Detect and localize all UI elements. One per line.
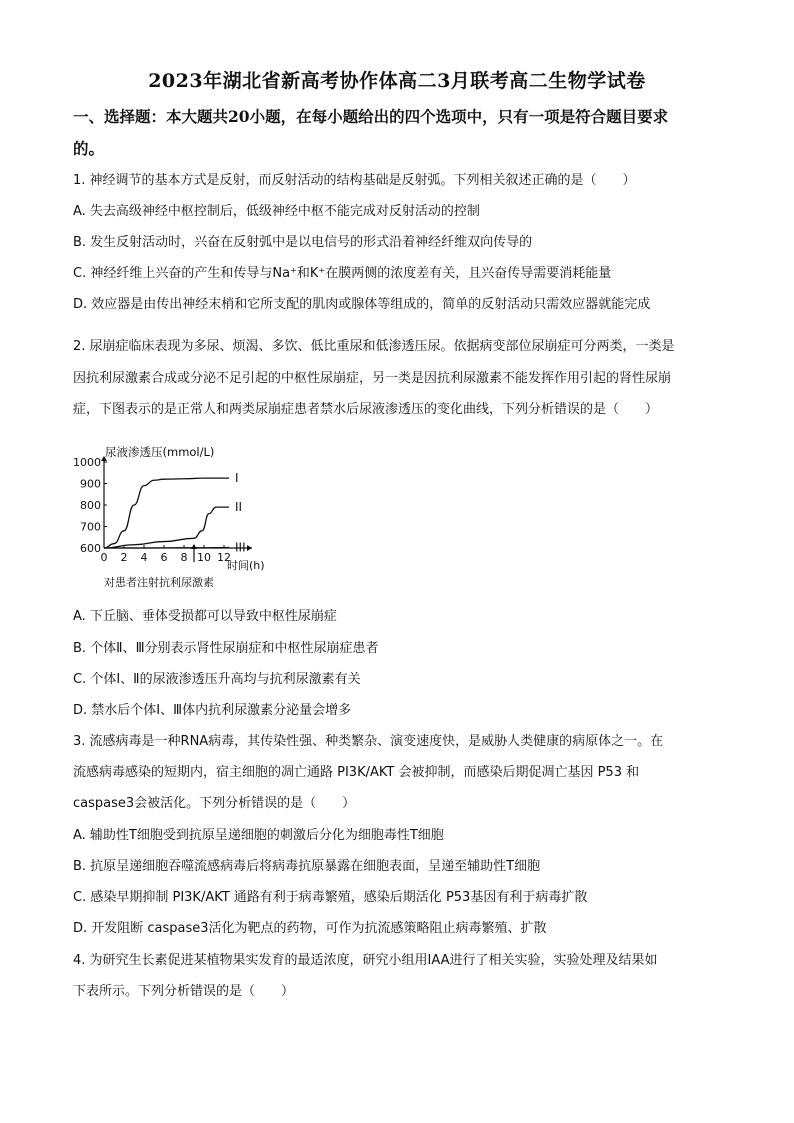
y-tick-label: 800 [80, 499, 101, 512]
q3-option-d: D. 开发阻断 caspase3活化为靶点的药物，可作为抗流感策略阻止病毒繁殖、扩散 [73, 921, 547, 936]
q2-stem-line1: 2. 尿崩症临床表现为多尿、烦渴、多饮、低比重尿和低渗透压尿。依据病变部位尿崩症可分两类，一类是 [73, 339, 675, 354]
q2-stem-line3: 症，下图表示的是正常人和两类尿崩症患者禁水后尿液渗透压的变化曲线，下列分析错误的是（ ） [73, 402, 659, 417]
section-heading-line2: 的。 [73, 139, 105, 158]
q1-option-b: B. 发生反射活动时，兴奋在反射弧中是以电信号的形式沿着神经纤维双向传导的 [73, 235, 533, 250]
q2-option-d: D. 禁水后个体Ⅰ、Ⅲ体内抗利尿激素分泌量会增多 [73, 703, 352, 718]
q3-option-c: C. 感染早期抑制 PI3K/AKT 通路有利于病毒繁殖，感染后期活化 P53基因有利于病毒扩散 [73, 890, 588, 905]
series-line-II [104, 507, 229, 548]
y-tick-label: 1000 [73, 456, 101, 469]
q1-option-d: D. 效应器是由传出神经末梢和它所支配的肌肉或腺体等组成的，简单的反射活动只需效应器就能完成 [73, 297, 651, 312]
q3-stem-line1: 3. 流感病毒是一种RNA病毒，其传染性强、种类繁杂、演变速度快，是威胁人类健康的病原体之一。在 [73, 734, 664, 749]
x-tick-label: 8 [180, 551, 188, 564]
chart-caption: 对患者注射抗利尿激素 [104, 576, 214, 589]
q3-stem-line3: caspase3会被活化。下列分析错误的是（ ） [73, 796, 356, 811]
q4-stem-line1: 4. 为研究生长素促进某植物果实发育的最适浓度，研究小组用IAA进行了相关实验，实验处理及结果如 [73, 953, 658, 968]
x-tick-label: 12 [217, 551, 231, 564]
x-tick-label: 4 [140, 551, 148, 564]
y-tick-label: 600 [80, 542, 101, 555]
chart-xlabel: 时间(h) [227, 559, 265, 572]
urine-osmolality-chart [70, 440, 280, 590]
q2-stem-line2: 因抗利尿激素合成或分泌不足引起的中枢性尿崩症，另一类是因抗利尿激素不能发挥作用引起的肾性尿崩 [73, 371, 672, 386]
q1-option-c: C. 神经纤维上兴奋的产生和传导与Na⁺和K⁺在膜两侧的浓度差有关，且兴奋传导需要消耗能量 [73, 266, 612, 281]
q1-stem: 1. 神经调节的基本方式是反射，而反射活动的结构基础是反射弧。下列相关叙述正确的是（ ） [73, 173, 636, 188]
section-heading-line1: 一、选择题：本大题共20小题，在每小题给出的四个选项中，只有一项是符合题目要求 [73, 107, 669, 126]
x-tick-label: 6 [160, 551, 168, 564]
x-tick-label: 2 [120, 551, 128, 564]
series-label-I: I [235, 471, 239, 486]
q1-option-a: A. 失去高级神经中枢控制后，低级神经中枢不能完成对反射活动的控制 [73, 204, 480, 219]
q2-option-a: A. 下丘脑、垂体受损都可以导致中枢性尿崩症 [73, 609, 337, 624]
x-tick-label: 10 [197, 551, 211, 564]
x-tick-label: 0 [100, 551, 108, 564]
y-tick-label: 700 [80, 520, 101, 534]
q3-stem-line2: 流感病毒感染的短期内，宿主细胞的凋亡通路 PI3K/AKT 会被抑制，而感染后期促凋亡基因 P53 和 [73, 765, 640, 780]
y-tick-label: 900 [80, 477, 101, 491]
q4-stem-line2: 下表所示。下列分析错误的是（ ） [73, 984, 295, 999]
chart-ylabel: 尿液渗透压(mmol/L) [105, 445, 215, 459]
q3-option-b: B. 抗原呈递细胞吞噬流感病毒后将病毒抗原暴露在细胞表面，呈递至辅助性T细胞 [73, 859, 541, 874]
series-label-II: II [235, 500, 243, 515]
x-axis-arrow [247, 545, 252, 551]
q2-option-b: B. 个体Ⅱ、Ⅲ分别表示肾性尿崩症和中枢性尿崩症患者 [73, 641, 379, 656]
series-label-III: III [235, 540, 246, 555]
q3-option-a: A. 辅助性T细胞受到抗原呈递细胞的刺激后分化为细胞毒性T细胞 [73, 828, 444, 843]
page-title: 2023年湖北省新高考协作体高二3月联考高二生物学试卷 [148, 70, 646, 92]
q2-option-c: C. 个体Ⅰ、Ⅱ的尿液渗透压升高均与抗利尿激素有关 [73, 672, 361, 687]
